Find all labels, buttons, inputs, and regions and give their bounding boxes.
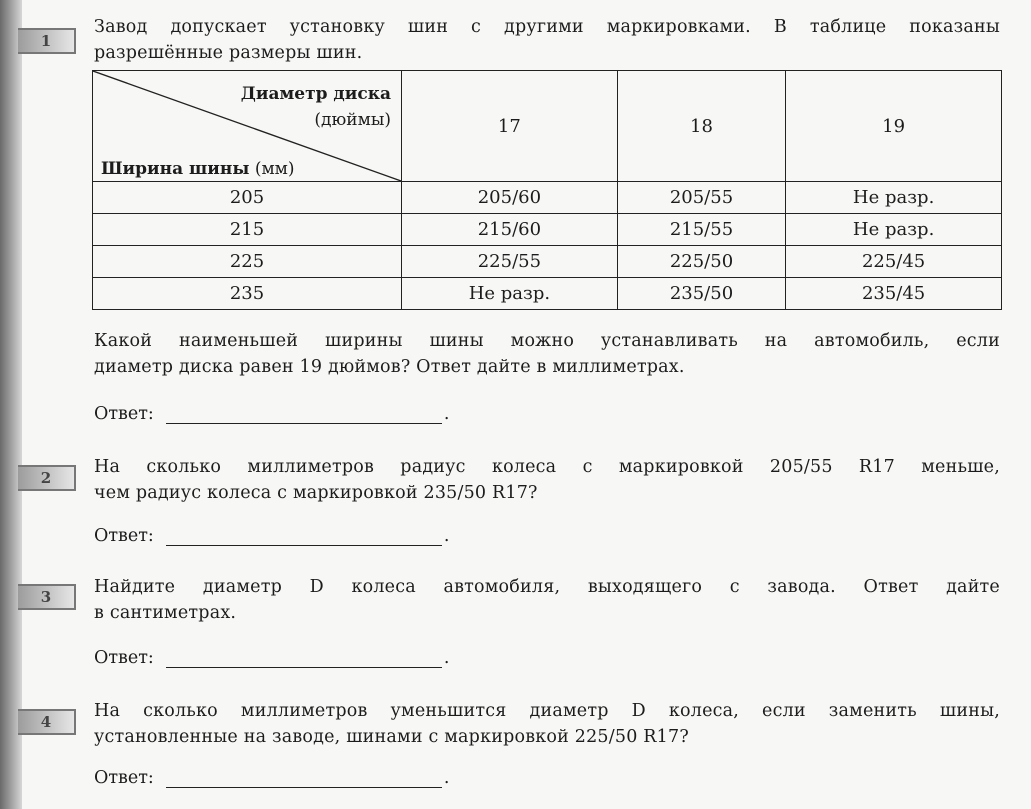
column-header-17: 17 — [402, 71, 618, 182]
table-cell: 215/60 — [402, 214, 618, 246]
column-header-19: 19 — [786, 71, 1002, 182]
table-row — [93, 246, 1002, 278]
task-3-text — [94, 574, 1000, 626]
task-1-line-2: разрешённые размеры шин. — [94, 43, 363, 63]
width-header-unit: (мм) — [254, 159, 295, 179]
table-cell: 225/50 — [617, 246, 785, 278]
task-4-answer — [94, 768, 449, 788]
page-binding-edge — [0, 0, 22, 809]
task-1-question-line-1: Какой наименьшей ширины шины можно устанавливать на автомобиль, если — [94, 331, 1000, 351]
table-corner-cell — [93, 71, 402, 182]
task-1-intro — [94, 14, 1000, 66]
answer-dot: . — [443, 526, 450, 546]
answer-field-3[interactable] — [166, 649, 442, 668]
answer-label: Ответ: — [94, 526, 154, 546]
task-number-box-1 — [18, 28, 76, 54]
task-1-line-1: Завод допускает установку шин с другими маркировками. В таблице показаны — [94, 17, 1000, 37]
width-header — [101, 159, 295, 179]
task-number-box-4 — [18, 709, 76, 735]
table-cell: 225/55 — [402, 246, 618, 278]
tire-size-table — [92, 70, 1002, 310]
table-cell: 205/60 — [402, 182, 618, 214]
task-number-1: 1 — [40, 32, 52, 50]
answer-field-2[interactable] — [166, 527, 442, 546]
diameter-header-unit: (дюймы) — [314, 110, 391, 130]
row-width-cell: 215 — [93, 214, 402, 246]
table-cell: 205/55 — [617, 182, 785, 214]
row-width-cell: 235 — [93, 278, 402, 310]
task-2-answer — [94, 526, 449, 546]
task-1-answer — [94, 404, 449, 424]
table-row — [93, 278, 1002, 310]
table-header-row — [93, 71, 1002, 182]
answer-dot: . — [443, 768, 450, 788]
answer-field-1[interactable] — [166, 405, 442, 424]
task-1-question — [94, 328, 1000, 380]
table-cell: Не разр. — [786, 214, 1002, 246]
table-cell: 225/45 — [786, 246, 1002, 278]
task-2-line-2: чем радиус колеса с маркировкой 235/50 R17? — [94, 483, 538, 503]
task-4-line-2: установленные на заводе, шинами с маркировкой 225/50 R17? — [94, 727, 689, 747]
task-4-text — [94, 698, 1000, 750]
answer-dot: . — [443, 404, 450, 424]
task-number-4: 4 — [40, 713, 52, 731]
answer-label: Ответ: — [94, 404, 154, 424]
task-3-answer — [94, 648, 449, 668]
width-header-title: Ширина шины — [101, 159, 250, 179]
task-number-3: 3 — [40, 588, 52, 606]
table-cell: Не разр. — [786, 182, 1002, 214]
table-cell: 235/45 — [786, 278, 1002, 310]
task-3-line-2: в сантиметрах. — [94, 603, 237, 623]
diameter-header-title: Диаметр диска — [240, 84, 391, 104]
task-2-line-1: На сколько миллиметров радиус колеса с маркировкой 205/55 R17 меньше, — [94, 457, 1000, 477]
answer-field-4[interactable] — [166, 769, 442, 788]
task-1-question-line-2: диаметр диска равен 19 дюймов? Ответ дайте в миллиметрах. — [94, 357, 685, 377]
table-cell: 235/50 — [617, 278, 785, 310]
table-cell: 215/55 — [617, 214, 785, 246]
answer-label: Ответ: — [94, 648, 154, 668]
task-number-box-3 — [18, 584, 76, 610]
diameter-header — [241, 81, 391, 133]
answer-dot: . — [443, 648, 450, 668]
row-width-cell: 225 — [93, 246, 402, 278]
column-header-18: 18 — [617, 71, 785, 182]
task-2-text — [94, 454, 1000, 506]
task-number-box-2 — [18, 465, 76, 491]
table-row — [93, 214, 1002, 246]
row-width-cell: 205 — [93, 182, 402, 214]
task-number-2: 2 — [40, 469, 52, 487]
table-cell: Не разр. — [402, 278, 618, 310]
task-4-line-1: На сколько миллиметров уменьшится диаметр D колеса, если заменить шины, — [94, 701, 1000, 721]
table-row — [93, 182, 1002, 214]
answer-label: Ответ: — [94, 768, 154, 788]
task-3-line-1: Найдите диаметр D колеса автомобиля, выходящего с завода. Ответ дайте — [94, 577, 1000, 597]
